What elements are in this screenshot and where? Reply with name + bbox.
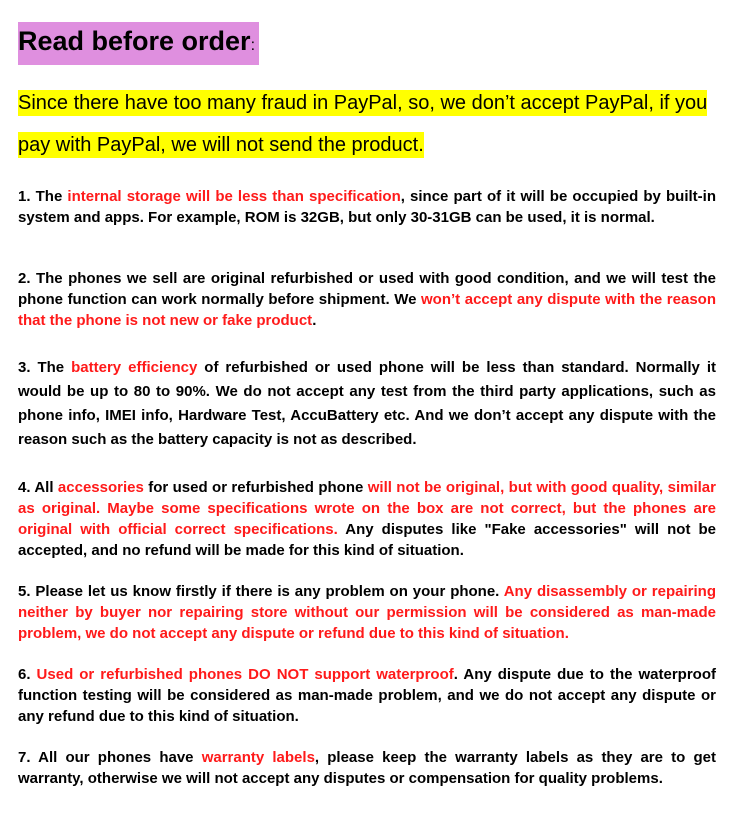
title-colon: : bbox=[250, 37, 256, 54]
item-text: for used or refurbished phone bbox=[143, 479, 368, 496]
item-text: 4. All bbox=[18, 479, 58, 496]
title-block bbox=[18, 22, 259, 65]
page-title-text: Read before order bbox=[18, 26, 251, 56]
item-text: , please keep the warranty labels as they are to get warranty, otherwise we will not accept any disputes or compensation for quality problems. bbox=[18, 749, 716, 787]
policy-item-condition bbox=[18, 268, 716, 331]
item-emphasis: will not be original, but with good quality, similar as original. Maybe some specifications wrote on the box are not correct, but the phones are original with official correct specifications. bbox=[18, 479, 716, 538]
item-emphasis: won’t accept any dispute with the reason that the phone is not new or fake product bbox=[18, 291, 716, 329]
item-text: . bbox=[312, 312, 317, 329]
item-text: 1. The bbox=[18, 188, 68, 205]
item-text: Any disputes like "Fake accessories" will not be accepted, and no refund will be made for this kind of situation. bbox=[18, 521, 716, 559]
paypal-notice bbox=[18, 82, 723, 166]
item-emphasis: Any disassembly or repairing neither by buyer nor repairing store without our permission will be considered as man-made problem, we do not accept any dispute or refund due to this kind of situation. bbox=[18, 583, 716, 642]
item-text: , since part of it will be occupied by built-in system and apps. For example, ROM is 32GB, but only 30-31GB can be used, it is normal. bbox=[18, 188, 716, 226]
item-emphasis: warranty labels bbox=[201, 749, 315, 766]
item-text: 2. The phones we sell are original refurbished or used with good condition, and we will test the phone function can work normally before shipment. We bbox=[18, 270, 716, 308]
item-text: 3. The bbox=[18, 359, 72, 376]
policy-item-disassembly bbox=[18, 581, 716, 644]
item-emphasis: internal storage will be less than specification bbox=[67, 188, 401, 205]
policy-item-warranty bbox=[18, 747, 716, 789]
page-title bbox=[18, 22, 259, 65]
item-emphasis: battery efficiency bbox=[71, 359, 198, 376]
paypal-notice-text: Since there have too many fraud in PayPal, so, we don’t accept PayPal, if you pay with PayPal, we will not send the product. bbox=[18, 92, 708, 156]
item-text: 6. bbox=[18, 666, 37, 683]
item-text: . Any dispute due to the waterproof function testing will be considered as man-made problem, and we do not accept any dispute or any refund due to this kind of situation. bbox=[18, 666, 716, 725]
item-text: 5. Please let us know firstly if there is any problem on your phone. bbox=[18, 583, 504, 600]
policy-item-waterproof bbox=[18, 664, 716, 727]
policy-item-battery bbox=[18, 356, 716, 452]
item-text: of refurbished or used phone will be less than standard. Normally it would be up to 80 to 90%. We do not accept any test from the third party applications, such as phone info, IMEI info, Hardware Test, AccuBattery etc. And we don’t accept any dispute with the reason such as the battery capacity is not as described. bbox=[18, 359, 716, 448]
item-emphasis: Used or refurbished phones DO NOT support waterproof bbox=[36, 666, 454, 683]
item-emphasis: accessories bbox=[57, 479, 144, 496]
policy-item-accessories bbox=[18, 477, 716, 561]
item-text: 7. All our phones have bbox=[18, 749, 202, 766]
policy-item-storage bbox=[18, 186, 716, 228]
